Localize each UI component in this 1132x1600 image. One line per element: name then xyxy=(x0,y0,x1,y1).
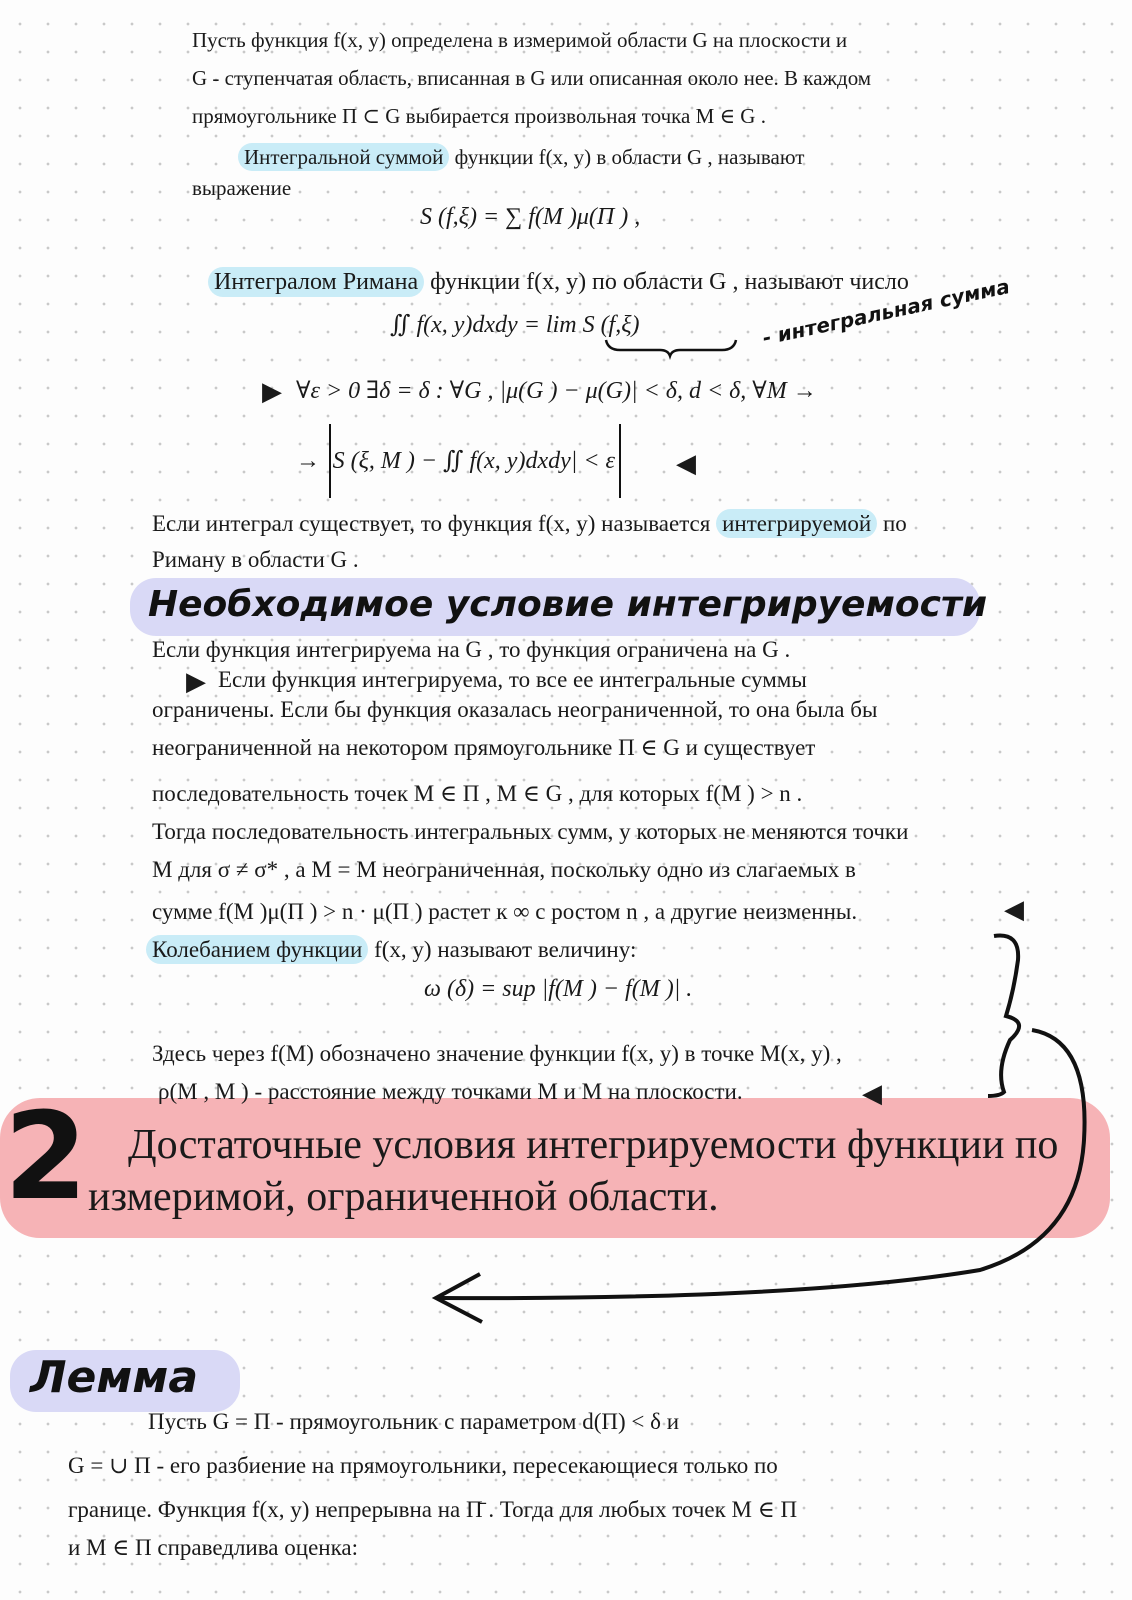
def-riemann-rest: функции f(x, y) по области G , называют число xyxy=(424,269,909,295)
section2-title-line2: измеримой, ограниченной области. xyxy=(88,1174,719,1220)
oscillation-formula: ω (δ) = sup |f(M ) − f(M )| . xyxy=(424,976,693,1002)
necessary-line5: последовательность точек M ∈ П , M ∈ G , для которых f(M ) > n . xyxy=(152,781,803,806)
term-riemann-integral: Интегралом Римана xyxy=(208,267,424,297)
integrable-text-b: по xyxy=(877,511,907,536)
riemann-formula: ∬ f(x, y)dxdy = lim S (f,ξ) xyxy=(390,312,640,338)
curved-arrow-stroke xyxy=(440,1030,1085,1298)
p1-line3: прямоугольнике П ⊂ G выбирается произвольная точка M ∈ G . xyxy=(192,104,766,128)
necessary-line2: Если функция интегрируема, то все ее интегральные суммы xyxy=(218,667,807,692)
term-integral-sum: Интегральной суммой xyxy=(238,143,449,171)
term-integrable: интегрируемой xyxy=(716,509,877,538)
p1-line1: Пусть функция f(x, y) определена в измеримой области G на плоскости и xyxy=(192,28,848,52)
lemma-line1: Пусть G = П - прямоугольник с параметром d(П) < δ и xyxy=(148,1409,680,1434)
oscillation-rest: f(x, y) называют величину: xyxy=(368,937,637,962)
handwritten-note-integral-sum: - интегральная сумма xyxy=(760,274,1012,350)
proof2-end-marker-icon: ◀ xyxy=(1004,895,1024,924)
epsilon-delta-line2: → |S (ξ, M ) − ∬ f(x, y)dxdy| < ε xyxy=(296,448,615,474)
oscillation-line3: Здесь через f(M) обозначено значение функции f(x, y) в точке M(x, y) , xyxy=(152,1041,842,1066)
necessary-line6: Тогда последовательность интегральных сумм, у которых не меняются точки xyxy=(152,819,909,844)
def-sum-line2: выражение xyxy=(192,176,292,200)
underbrace-stroke xyxy=(606,340,736,356)
proof-end-marker-icon: ◀ xyxy=(676,449,696,478)
integrable-text-a: Если интеграл существует, то функция f(x, y) называется xyxy=(152,511,717,536)
integral-sum-formula: S (f,ξ) = ∑ f(M )μ(П ) , xyxy=(420,204,641,230)
necessary-line7: M для σ ≠ σ* , а M = M неограниченная, поскольку одно из слагаемых в xyxy=(152,857,856,882)
def-sum-rest: функции f(x, y) в области G , называют xyxy=(449,145,805,169)
necessary-line8: сумме f(M )μ(П ) > n · μ(П ) растет к ∞ с ростом n , а другие неизменны. xyxy=(152,899,858,924)
proof-start-marker-icon: ▶ xyxy=(262,377,282,406)
oscillation-line4: ρ(M , M ) - расстояние между точками M и M на плоскости. xyxy=(158,1079,743,1104)
necessary-line1: Если функция интегрируема на G , то функция ограничена на G . xyxy=(152,637,791,662)
integrable-line2: Риману в области G . xyxy=(152,547,359,572)
lemma-heading: Лемма xyxy=(30,1352,199,1403)
p1-line2: G - ступенчатая область, вписанная в G или описанная около нее. В каждом xyxy=(192,66,872,90)
section-number: 2 xyxy=(4,1088,88,1227)
proof2-start-marker-icon: ▶ xyxy=(186,667,206,696)
epsilon-delta-line1: ∀ε > 0 ∃δ = δ : ∀G , |μ(G ) − μ(G)| < δ, d < δ, ∀M → xyxy=(296,378,817,404)
necessary-line4: неограниченной на некотором прямоугольнике П ∈ G и существует xyxy=(152,735,816,760)
curly-brace-stroke xyxy=(988,936,1019,1097)
lemma-line2: G = ∪ П - его разбиение на прямоугольники, пересекающиеся только по xyxy=(68,1453,778,1478)
proof3-end-marker-icon: ◀ xyxy=(862,1079,882,1108)
lemma-line3: границе. Функция f(x, y) непрерывна на П̄ . Тогда для любых точек M ∈ П xyxy=(68,1497,798,1522)
section2-title-line1: Достаточные условия интегрируемости функции по xyxy=(128,1122,1059,1168)
necessary-heading: Необходимое условие интегрируемости xyxy=(148,584,988,625)
necessary-line3: ограничены. Если бы функция оказалась неограниченной, то она была бы xyxy=(152,697,878,722)
lemma-line4: и M ∈ П справедлива оценка: xyxy=(68,1535,359,1560)
term-oscillation: Колебанием функции xyxy=(146,935,368,964)
